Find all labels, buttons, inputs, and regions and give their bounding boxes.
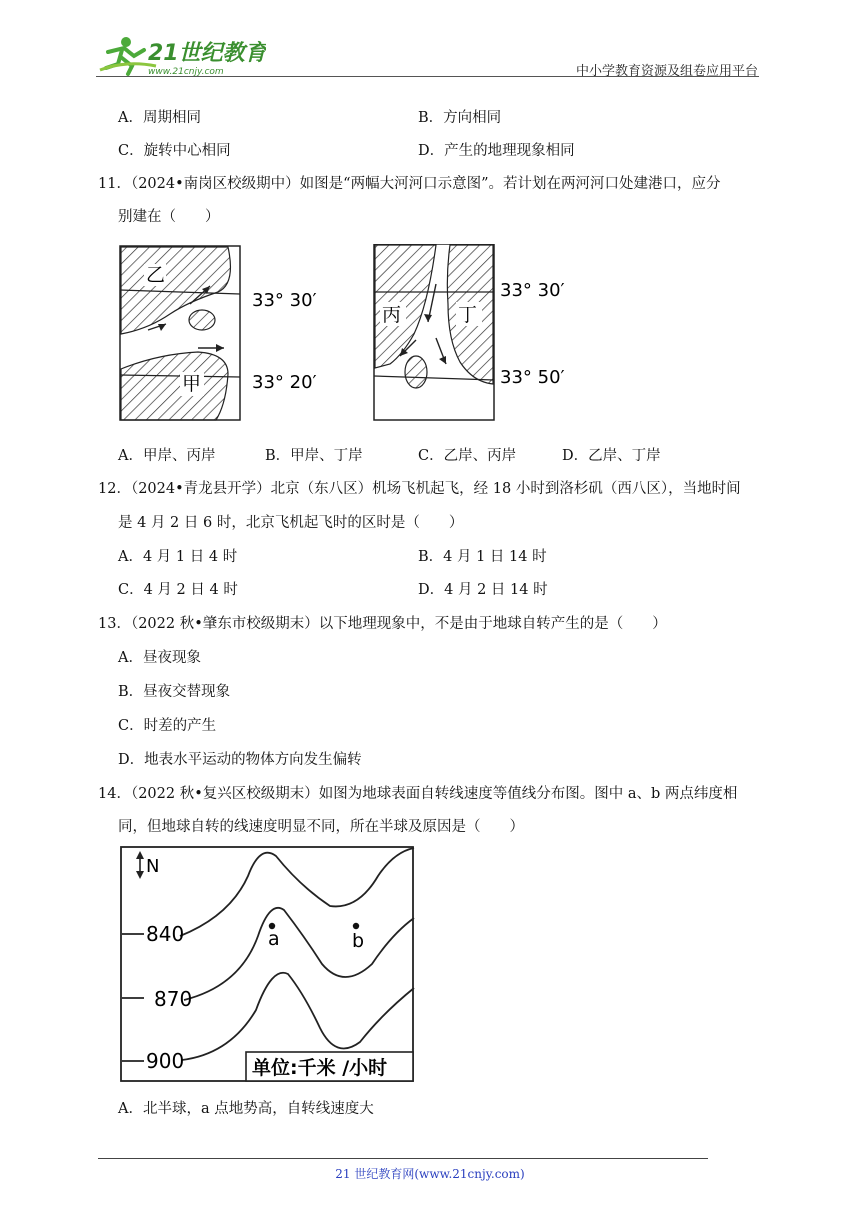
q14-option-a: A．北半球，a 点地势高，自转线速度大 [118,1101,374,1117]
contour-870-label: 870 [154,987,193,1011]
footer-rule [98,1158,708,1159]
point-b-dot [353,923,359,929]
prev-option-a: A．周期相同 [118,110,201,126]
prev-option-d: D．产生的地理现象相同 [418,143,575,159]
q11-option-d: D．乙岸、丁岸 [562,448,661,464]
q11-river-mouth-maps [118,244,578,424]
q11-label-ding: 丁 [458,304,478,326]
north-label: N [146,856,160,877]
q13-option-a: A．昼夜现象 [118,650,201,666]
q14-stem-line1: 14．（2022 秋•复兴区校级期末）如图为地球表面自转线速度等值线分布图。图中 a、b 两点纬度相 [98,786,738,802]
q13-option-c: C．时差的产生 [118,718,217,734]
site-logo [96,30,266,80]
q14-stem-line2: 同，但地球自转的线速度明显不同，所在半球及原因是（ ） [118,819,524,835]
contour-840-label: 840 [146,922,185,946]
logo-text: 21世纪教育 [148,41,266,66]
q11-map1-lat-bottom: 33° 20′ [252,372,317,393]
platform-name: 中小学教育资源及组卷应用平台 [575,64,758,79]
q12-stem-line2: 是 4 月 2 日 6 时，北京飞机起飞时的区时是（ ） [118,515,464,531]
prev-option-c: C．旋转中心相同 [118,143,231,159]
q13-option-d: D．地表水平运动的物体方向发生偏转 [118,752,362,768]
header-rule [96,76,759,77]
q11-map1-lat-top: 33° 30′ [252,290,317,311]
q14-isoline-map [120,846,416,1084]
q11-option-a: A．甲岸、丙岸 [118,448,216,464]
prev-option-b: B．方向相同 [418,110,502,126]
q11-map2-lat-top: 33° 30′ [500,280,565,301]
unit-label: 单位:千米 /小时 [252,1057,388,1079]
logo-url: www.21cnjy.com [148,67,224,77]
runner-logo-icon [96,30,266,80]
footer-text: 21 世纪教育网(www.21cnjy.com) [335,1167,525,1181]
q11-label-yi: 乙 [146,264,166,286]
q11-stem-line1: 11．（2024•南岗区校级期中）如图是“两幅大河河口示意图”。若计划在两河河口处建港口，应分 [98,176,721,192]
q11-stem-line2: 别建在（ ） [118,209,220,225]
contour-900-label: 900 [146,1049,185,1073]
q11-map1 [120,246,317,420]
q11-option-b: B．甲岸、丁岸 [265,448,363,464]
q13-option-b: B．昼夜交替现象 [118,684,231,700]
q12-option-a: A．4 月 1 日 4 时 [118,549,238,565]
point-a-label: a [268,928,280,950]
q11-option-c: C．乙岸、丙岸 [418,448,517,464]
q12-option-d: D．4 月 2 日 14 时 [418,582,548,598]
q12-option-c: C．4 月 2 日 4 时 [118,582,238,598]
q12-option-b: B．4 月 1 日 14 时 [418,549,547,565]
point-b-label: b [352,930,365,952]
q13-stem: 13．（2022 秋•肇东市校级期末）以下地理现象中，不是由于地球自转产生的是（ ） [98,616,667,632]
q12-stem-line1: 12．（2024•青龙县开学）北京（东八区）机场飞机起飞，经 18 小时到洛杉矶（西八区），当地时间 [98,481,741,497]
q11-label-jia: 甲 [182,373,202,395]
q11-map2 [374,244,565,420]
q11-label-bing: 丙 [382,304,402,326]
q11-map2-lat-bottom: 33° 50′ [500,367,565,388]
